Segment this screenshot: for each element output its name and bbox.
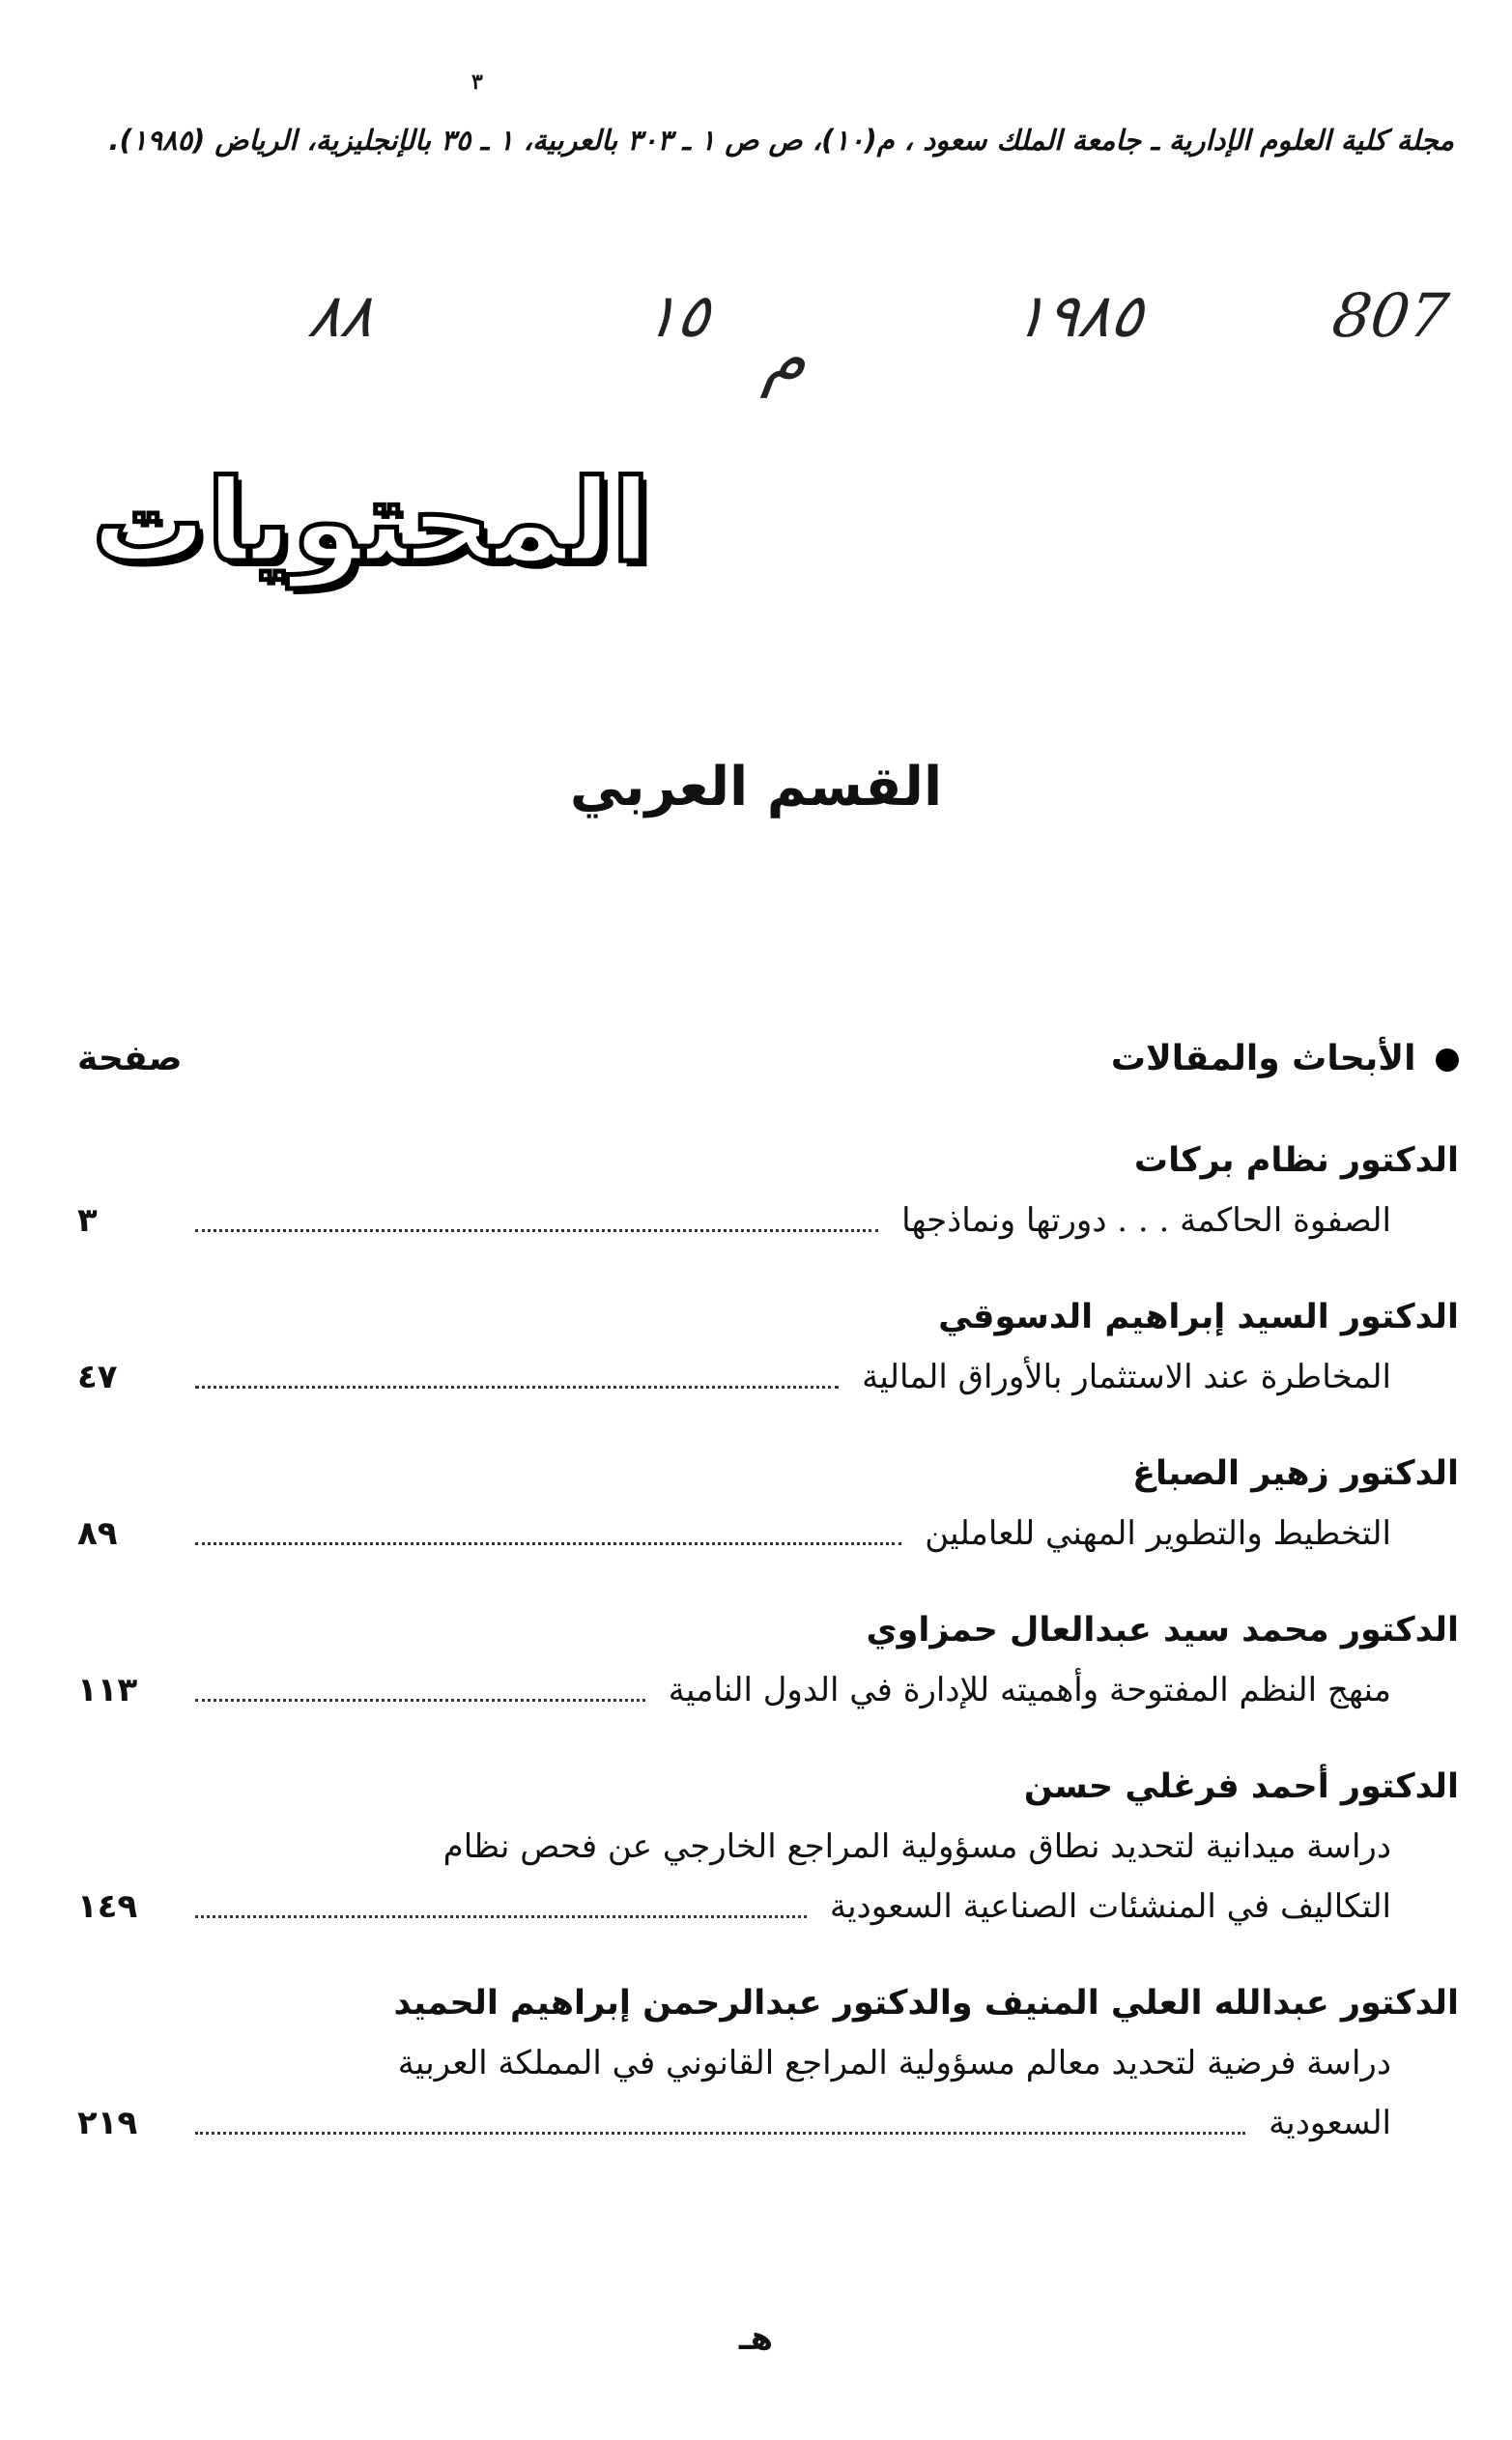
page-number-footer: هـ: [738, 2319, 774, 2358]
entry-page-number: ٣: [77, 1201, 98, 1240]
toc-entry: [77, 1131, 1459, 1250]
bullet-icon: [1436, 1048, 1459, 1072]
entry-title: المخاطرة عند الاستثمار بالأوراق المالية: [862, 1358, 1391, 1396]
section-title: القسم العربي: [569, 756, 943, 818]
toc-entry: [77, 1444, 1459, 1564]
entry-page-number: ٨٩: [77, 1514, 118, 1553]
entry-page-number: ١١٣: [77, 1671, 138, 1709]
entry-author: الدكتور نظام بركات: [1133, 1141, 1459, 1180]
entry-author: الدكتور السيد إبراهيم الدسوقي: [938, 1298, 1459, 1336]
entry-title: دراسة فرضية لتحديد معالم مسؤولية المراجع القانوني في المملكة العربية: [397, 2044, 1391, 2082]
toc-entry: [77, 1600, 1459, 1720]
page-title: المحتويات: [92, 454, 651, 588]
handwritten-note: م: [759, 319, 813, 398]
entry-title-continued: التكاليف في المنشئات الصناعية السعودية: [829, 1887, 1391, 1926]
entry-title-line[interactable]: [77, 2033, 1391, 2093]
entry-author: الدكتور زهير الصباغ: [1132, 1454, 1459, 1493]
toc-header: [77, 1024, 1459, 1092]
entry-title-line[interactable]: [77, 1877, 1391, 1937]
dot-leader: [195, 1386, 839, 1389]
table-of-contents: [77, 1024, 1459, 2190]
entry-title-line[interactable]: [77, 1347, 1391, 1407]
entry-title-line[interactable]: [77, 1817, 1391, 1877]
entry-title: دراسة ميدانية لتحديد نطاق مسؤولية المراجع الخارجي عن فحص نظام: [442, 1827, 1391, 1866]
entry-page-number: ١٤٩: [77, 1887, 138, 1926]
entry-title: الصفوة الحاكمة . . . دورتها ونماذجها: [901, 1201, 1391, 1240]
page-column-label: صفحة: [77, 1038, 183, 1078]
entry-title-line[interactable]: [77, 1504, 1391, 1564]
entry-title: التخطيط والتطوير المهني للعاملين: [925, 1514, 1391, 1553]
toc-entry: [77, 1287, 1459, 1407]
entry-title-continued: السعودية: [1269, 2104, 1391, 2142]
entry-author: الدكتور محمد سيد عبدالعال حمزاوي: [866, 1611, 1459, 1650]
journal-citation: مجلة كلية العلوم الإدارية ـ جامعة الملك سعود ، م(١٠)، ص ص ١ ـ ٣٠٣ بالعربية، ١ ـ ٣٥ بالإنجليزية، الرياض (١٩٨٥).: [108, 124, 1454, 157]
entry-title: منهج النظم المفتوحة وأهميته للإدارة في الدول النامية: [668, 1671, 1391, 1709]
entry-author: الدكتور أحمد فرغلي حسن: [1023, 1767, 1459, 1806]
toc-heading-label: الأبحاث والمقالات: [1110, 1038, 1416, 1078]
handwritten-note: 807: [1327, 280, 1453, 351]
dot-leader: [195, 1229, 878, 1232]
dot-leader: [195, 1699, 645, 1702]
entry-page-number: ٤٧: [77, 1358, 118, 1396]
handwritten-note: ١٩٨٥: [1009, 280, 1149, 351]
scan-mark: ٣: [471, 70, 483, 95]
dot-leader: [195, 2132, 1245, 2135]
entry-title-line[interactable]: [77, 2093, 1391, 2153]
dot-leader: [195, 1915, 807, 1918]
toc-heading: [1111, 1039, 1459, 1078]
entry-author: الدكتور عبدالله العلي المنيف والدكتور عبدالرحمن إبراهيم الحميد: [393, 1984, 1459, 2023]
entry-title-line[interactable]: [77, 1660, 1391, 1720]
dot-leader: [195, 1542, 901, 1545]
toc-entry: [77, 1973, 1459, 2153]
entry-page-number: ٢١٩: [77, 2104, 138, 2142]
handwritten-note: ٨٨: [303, 280, 379, 351]
toc-entry: [77, 1757, 1459, 1937]
handwritten-note: ١٥: [640, 280, 715, 351]
entry-title-line[interactable]: [77, 1191, 1391, 1250]
